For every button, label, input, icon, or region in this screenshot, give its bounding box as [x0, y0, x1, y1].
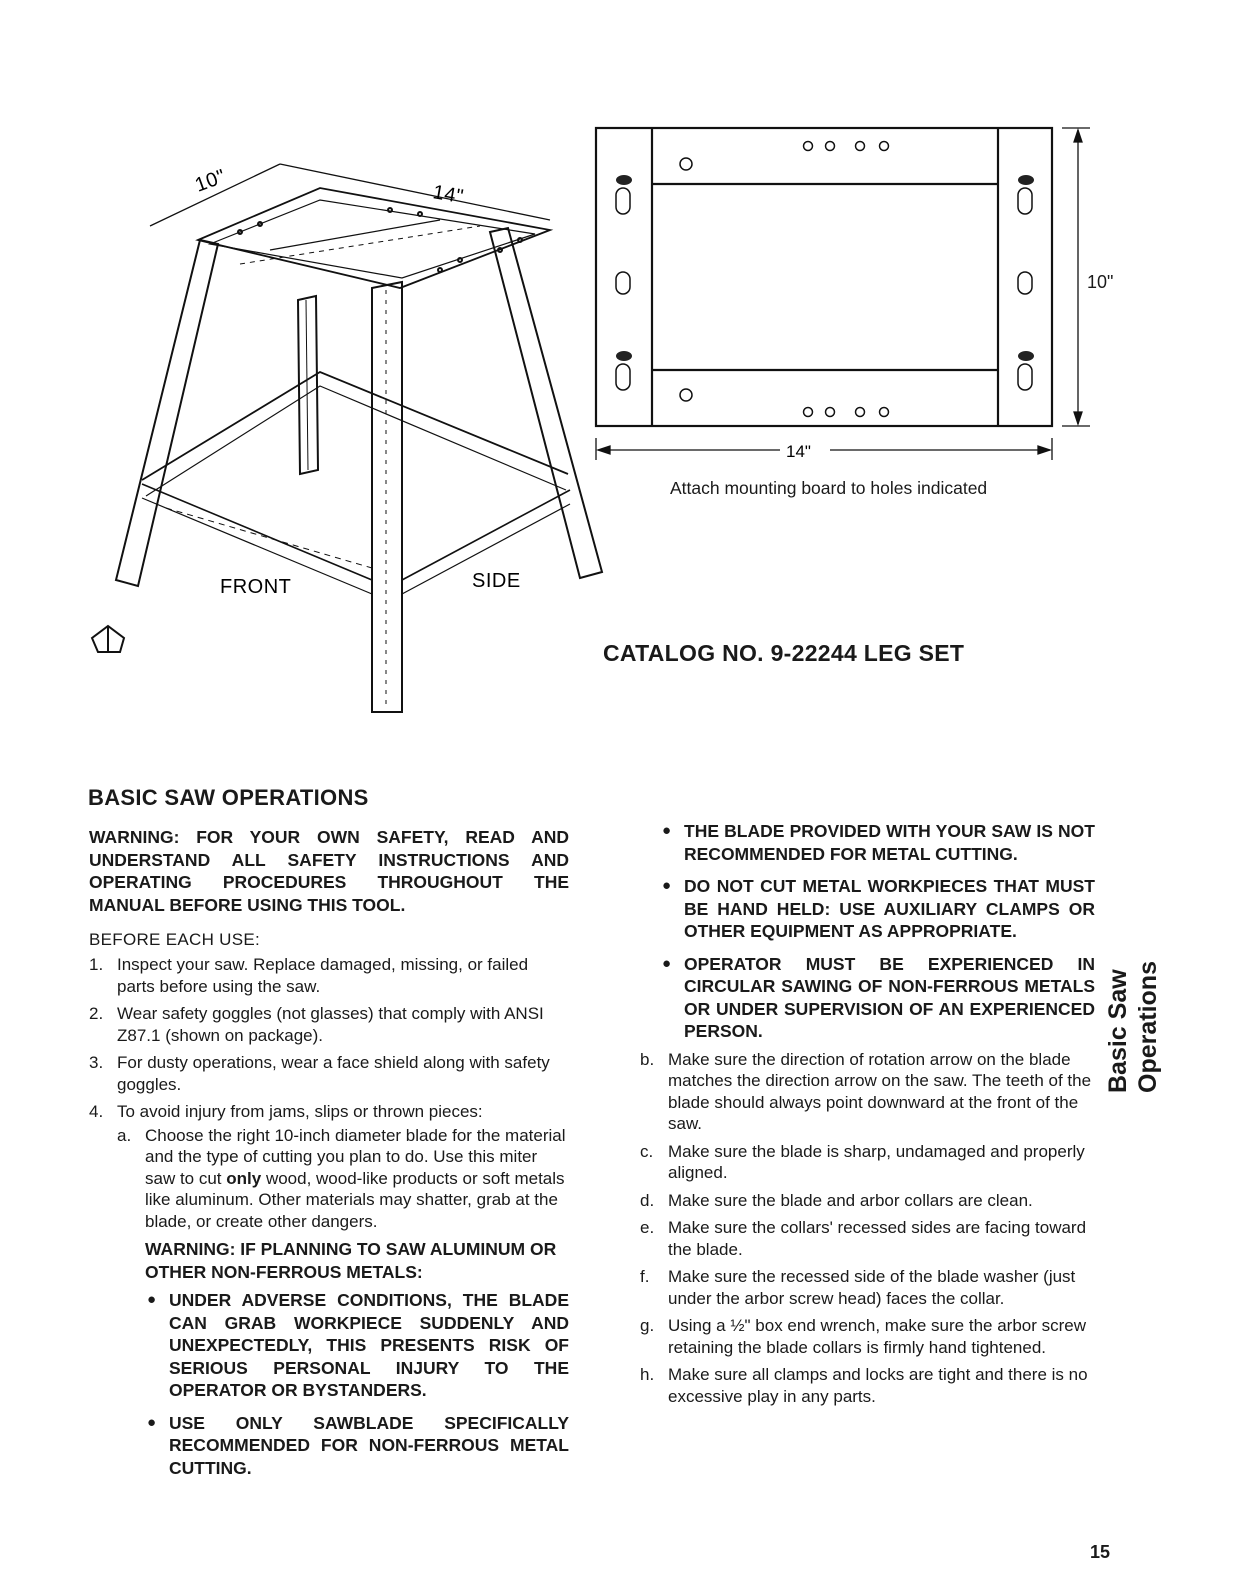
list-item: 1. Inspect your saw. Replace damaged, missing, or failed parts before using the saw. [89, 955, 529, 996]
list-item: d. Make sure the blade and arbor collars are clean. [640, 1190, 1033, 1210]
side-label: SIDE [472, 570, 521, 592]
page-number: 15 [1090, 1542, 1111, 1562]
list-item: c. Make sure the blade is sharp, undamaged and properly aligned. [640, 1141, 1085, 1182]
list-item: ● OPERATOR MUST BE EXPERIENCED IN CIRCULAR SAWING OF NON-FERROUS METALS OR UNDER SUPERVISION OF AN EXPERIENCED PERSON. [662, 953, 1095, 1041]
section-title: BASIC SAW OPERATIONS [88, 785, 369, 810]
list-item: ● UNDER ADVERSE CONDITIONS, THE BLADE CAN GRAB WORKPIECE SUDDENLY AND UNEXPECTEDLY, THIS PRESENTS RISK OF SERIOUS PERSONAL INJURY TO THE OPERATOR OR BYSTANDERS. [147, 1290, 569, 1400]
list-item: h. Make sure all clamps and locks are tight and there is no excessive play in any parts. [640, 1365, 1088, 1406]
list-item: g. Using a ½" box end wrench, make sure the arbor screw retaining the blade collars is firmly hand tightened. [640, 1316, 1087, 1357]
board-height-label: 10" [1087, 272, 1114, 292]
list-item: a. Choose the right 10-inch diameter blade for the material and the type of cutting you plan to do. Use this miter saw to cut only wood, wood-like products or soft metals like aluminum. Other materials may shatter, grab at the blade, or create other dangers. WARNING: IF PLANNING TO SAW ALUMINUM OR OTHER NON-FERROUS METALS: ● UNDER ADVERSE CONDITIONS, THE BLADE CAN GRAB WORKPIECE SUDDENLY AND UNEXPECTEDLY, THIS PRESENTS RISK OF SERIOUS PERSONAL INJURY TO THE OPERATOR OR BYSTANDERS. ● USE ONLY SAWBLADE SPECIFICALLY RECOMMENDED FOR NON-FERROUS METAL CUTTING. [117, 1125, 569, 1478]
board-caption: Attach mounting board to holes indicated [670, 478, 988, 498]
main-warning: WARNING: FOR YOUR OWN SAFETY, READ AND UNDERSTAND ALL SAFETY INSTRUCTIONS AND OPERATING PROCEDURES THROUGHOUT THE MANUAL BEFORE USING THIS TOOL. [89, 827, 569, 915]
right-column [640, 820, 1095, 1413]
list-item: f. Make sure the recessed side of the blade washer (just under the arbor screw head) faces the collar. [640, 1267, 1076, 1308]
catalog-title: CATALOG NO. 9-22244 LEG SET [603, 640, 965, 666]
clamp-icon [92, 626, 124, 652]
list-item: 4. To avoid injury from jams, slips or thrown pieces: [89, 1102, 483, 1121]
list-item: e. Make sure the collars' recessed sides are facing toward the blade. [640, 1218, 1087, 1259]
section-side-tab [1100, 961, 1174, 1095]
before-each-use-heading: BEFORE EACH USE: [89, 930, 261, 949]
front-label: FRONT [220, 576, 292, 598]
list-item: 2. Wear safety goggles (not glasses) that comply with ANSI Z87.1 (shown on package). [89, 1004, 544, 1045]
sub-list [117, 1125, 569, 1480]
dim-width-label: 10" [192, 165, 229, 197]
right-bullets [640, 820, 1095, 1043]
left-bullets [145, 1289, 569, 1479]
check-list [640, 1049, 1095, 1408]
leg-set-illustration [80, 140, 620, 730]
left-column [89, 826, 569, 1489]
list-item: ● THE BLADE PROVIDED WITH YOUR SAW IS NOT RECOMMENDED FOR METAL CUTTING. [662, 821, 1095, 864]
list-item: b. Make sure the direction of rotation arrow on the blade matches the direction arrow on the saw. The teeth of the blade should always point downward at the front of the saw. [640, 1049, 1092, 1133]
aluminum-warning: WARNING: IF PLANNING TO SAW ALUMINUM OR OTHER NON-FERROUS METALS: [145, 1239, 557, 1282]
list-item: 3. For dusty operations, wear a face shield along with safety goggles. [89, 1053, 550, 1094]
mounting-board-diagram [590, 120, 1110, 470]
side-tab-line1: Basic Saw [1104, 969, 1132, 1093]
list-item: ● USE ONLY SAWBLADE SPECIFICALLY RECOMMENDED FOR NON-FERROUS METAL CUTTING. [147, 1412, 569, 1478]
side-tab-line2: Operations [1134, 961, 1162, 1093]
board-length-label: 14" [786, 442, 811, 461]
dim-length-label: 14" [431, 181, 466, 209]
steps-list [89, 954, 569, 1123]
list-item: ● DO NOT CUT METAL WORKPIECES THAT MUST BE HAND HELD: USE AUXILIARY CLAMPS OR OTHER EQUIPMENT AS APPROPRIATE. [662, 876, 1095, 941]
